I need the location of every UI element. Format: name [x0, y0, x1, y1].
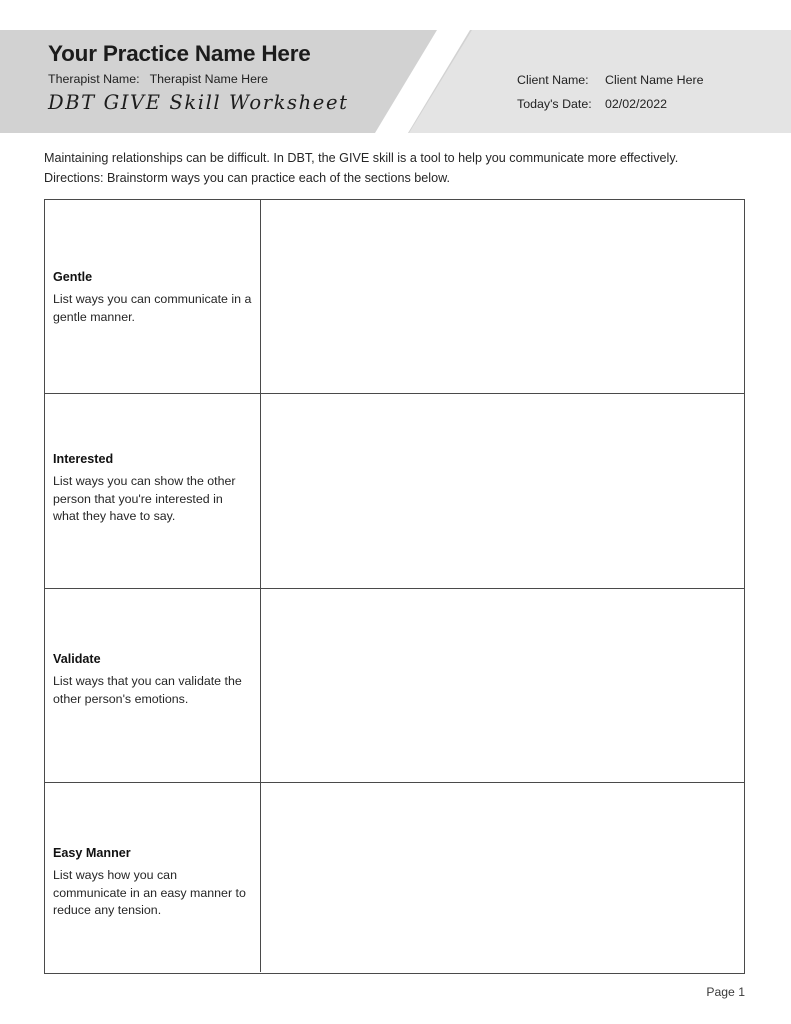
table-row — [45, 394, 744, 589]
answer-area-validate[interactable] — [261, 589, 744, 782]
intro-instructions — [44, 149, 754, 188]
page-number-label: Page 1 — [706, 985, 745, 999]
therapist-name-label: Therapist Name: — [48, 71, 140, 86]
answer-area-gentle[interactable] — [261, 200, 744, 393]
prompt-title: Gentle — [53, 270, 93, 284]
table-row — [45, 200, 744, 394]
worksheet-title: DBT GIVE Skill Worksheet — [48, 90, 349, 114]
prompt-cell-gentle — [45, 200, 261, 393]
prompt-title: Easy Manner — [53, 846, 131, 860]
prompt-cell-interested — [45, 394, 261, 588]
table-row — [45, 783, 744, 972]
prompt-title: Interested — [53, 452, 114, 466]
prompt-cell-easy-manner — [45, 783, 261, 972]
therapist-name-line — [48, 72, 438, 86]
todays-date-label: Today's Date: — [517, 97, 592, 112]
intro-line-1: Maintaining relationships can be difficult. In DBT, the GIVE skill is a tool to help you communicate more effectively. — [44, 151, 679, 165]
answer-area-easy-manner[interactable] — [261, 783, 744, 972]
practice-name: Your Practice Name Here — [48, 41, 311, 66]
therapist-name-value: Therapist Name Here — [149, 71, 269, 86]
todays-date-value: 02/02/2022 — [605, 97, 668, 112]
intro-line-2: Directions: Brainstorm ways you can practice each of the sections below. — [44, 170, 450, 185]
prompt-description: List ways that you can validate the other person's emotions. — [53, 674, 242, 706]
prompt-description: List ways you can communicate in a gentle manner. — [53, 292, 252, 324]
prompt-description: List ways how you can communicate in an easy manner to reduce any tension. — [53, 868, 246, 918]
header-right-text-group — [517, 68, 703, 116]
client-name-value: Client Name Here — [605, 73, 704, 87]
prompt-description: List ways you can show the other person that you're interested in what they have to say. — [53, 474, 236, 524]
prompt-title: Validate — [53, 652, 101, 666]
worksheet-table — [44, 199, 745, 974]
page-header — [0, 30, 791, 133]
client-name-row — [517, 68, 703, 92]
client-name-label: Client Name: — [517, 73, 589, 87]
page-footer — [0, 985, 745, 999]
table-row — [45, 589, 744, 783]
prompt-cell-validate — [45, 589, 261, 782]
todays-date-row — [517, 92, 703, 116]
header-left-text-group — [48, 42, 438, 114]
answer-area-interested[interactable] — [261, 394, 744, 588]
